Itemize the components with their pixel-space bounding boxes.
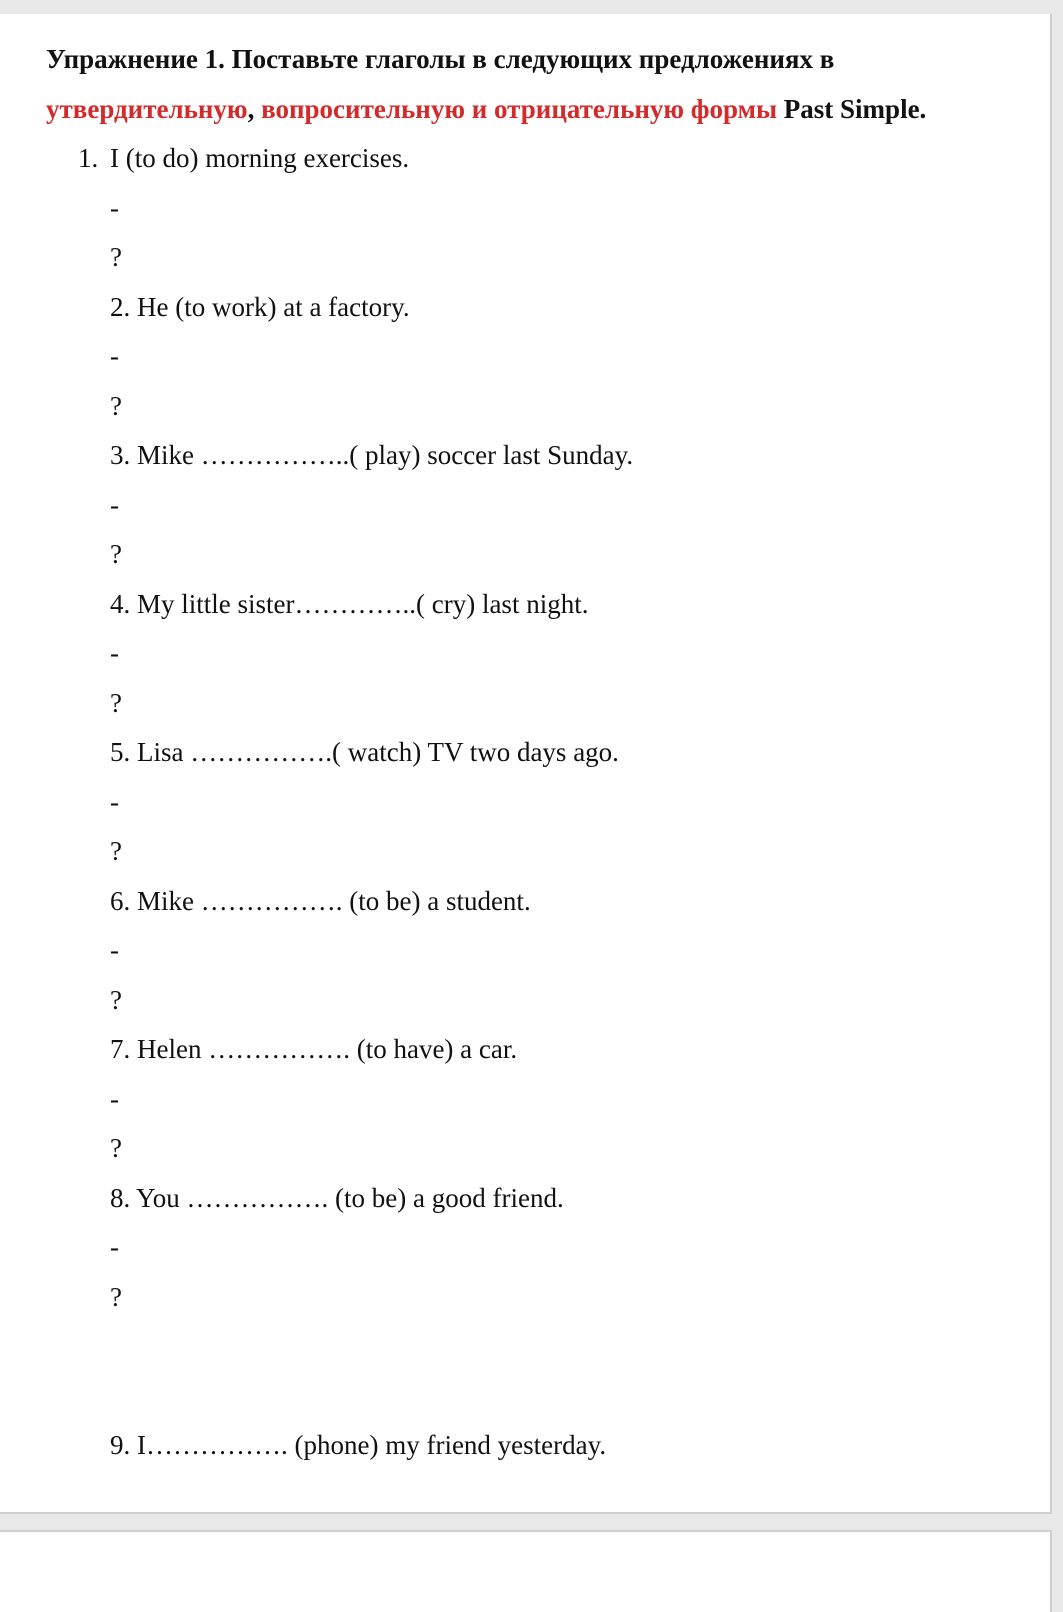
- exercise-8-question-marker: ?: [110, 1282, 122, 1312]
- document-page: [0, 14, 1052, 1514]
- exercise-4-negative-marker: -: [110, 638, 119, 668]
- exercise-6-question-marker: ?: [110, 985, 122, 1015]
- exercise-6-negative-marker: -: [110, 935, 119, 965]
- exercise-6-sentence: 6. Mike ……………. (to be) a student.: [110, 886, 531, 916]
- heading-comma: ,: [247, 94, 255, 124]
- exercise-2-negative-marker: -: [110, 341, 119, 371]
- heading-text: Упражнение 1. Поставьте глаголы в следующих предложениях в: [46, 44, 835, 74]
- exercise-8-negative-marker: -: [110, 1232, 119, 1262]
- exercise-1-negative-marker: -: [110, 193, 119, 223]
- exercise-heading-line-1: [46, 44, 1036, 74]
- exercise-7-sentence: 7. Helen ……………. (to have) a car.: [110, 1034, 518, 1064]
- exercise-3-question-marker: ?: [110, 539, 122, 569]
- exercise-2-question-marker: ?: [110, 391, 122, 421]
- exercise-7-question-marker: ?: [110, 1133, 122, 1163]
- heading-red-question-negative: вопросительную и отрицательную формы: [261, 94, 778, 124]
- exercise-4-sentence: 4. My little sister…………..( cry) last night.: [110, 589, 589, 619]
- exercise-heading-line-2: [46, 94, 1036, 124]
- exercise-3-sentence: 3. Mike ……………..( play) soccer last Sunday.: [110, 440, 634, 470]
- exercise-8-sentence: 8. You ……………. (to be) a good friend.: [110, 1183, 564, 1213]
- exercise-7-negative-marker: -: [110, 1084, 119, 1114]
- exercise-5-question-marker: ?: [110, 836, 122, 866]
- heading-red-affirmative: утвердительную: [46, 94, 248, 124]
- exercise-1-sentence: I (to do) morning exercises.: [110, 143, 410, 173]
- next-page-edge: [0, 1530, 1052, 1612]
- exercise-1-number: 1.: [78, 143, 99, 173]
- heading-tense: Past Simple.: [783, 94, 927, 124]
- exercise-5-sentence: 5. Lisa …………….( watch) TV two days ago.: [110, 737, 619, 767]
- exercise-9-sentence: 9. I……………. (phone) my friend yesterday.: [110, 1430, 607, 1460]
- exercise-2-sentence: 2. He (to work) at a factory.: [110, 292, 410, 322]
- exercise-3-negative-marker: -: [110, 490, 119, 520]
- exercise-1-question-marker: ?: [110, 242, 122, 272]
- exercise-4-question-marker: ?: [110, 688, 122, 718]
- exercise-5-negative-marker: -: [110, 787, 119, 817]
